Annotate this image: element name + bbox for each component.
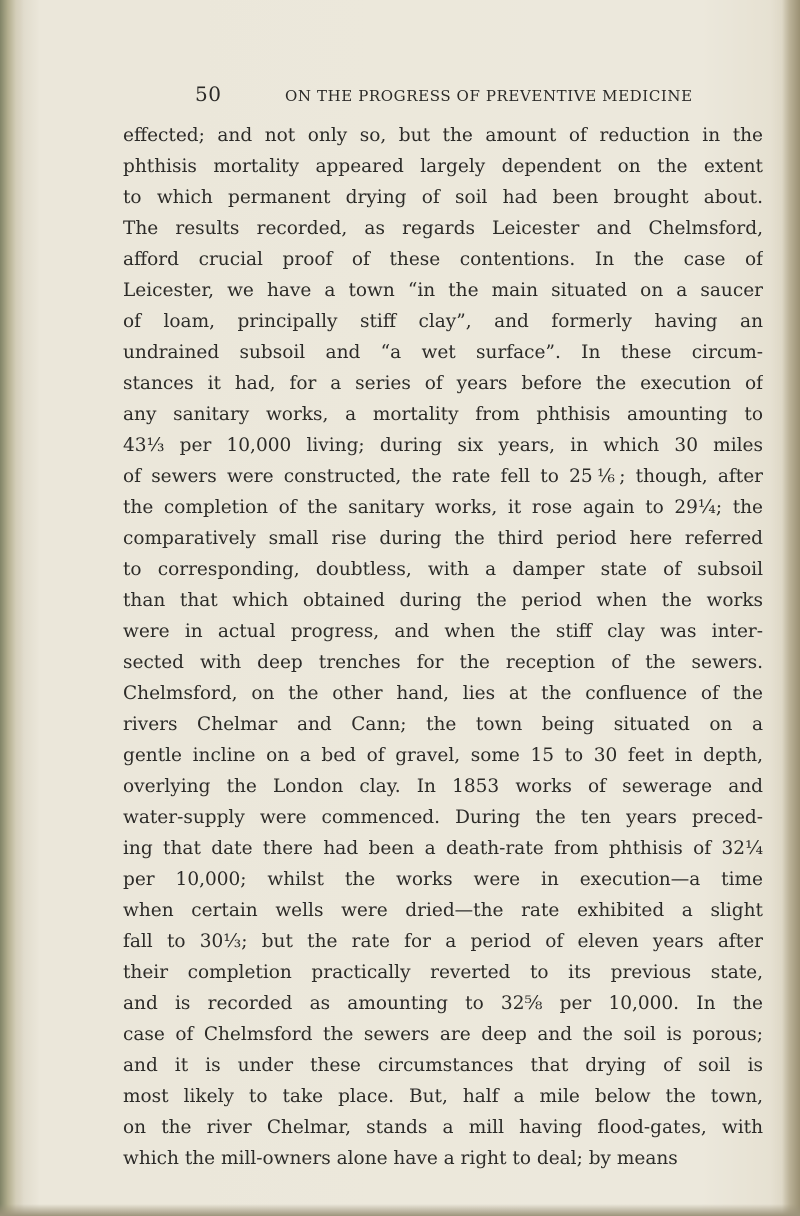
- text-line: per 10,000; whilst the works were in execution—a time: [123, 869, 763, 890]
- page-bottom-edge: [0, 1204, 800, 1216]
- text-line: the completion of the sanitary works, it rose again to 29¼; the: [123, 497, 763, 518]
- text-line: to corresponding, doubtless, with a damper state of subsoil: [123, 559, 763, 580]
- text-line: ing that date there had been a death-rate from phthisis of 32¼: [123, 838, 763, 859]
- text-line: case of Chelmsford the sewers are deep and the soil is porous;: [123, 1024, 763, 1045]
- text-line: were in actual progress, and when the stiff clay was inter-: [123, 621, 763, 642]
- text-line: comparatively small rise during the third period here referred: [123, 528, 763, 549]
- text-line: Chelmsford, on the other hand, lies at the confluence of the: [123, 683, 763, 704]
- text-line: Leicester, we have a town “in the main situated on a saucer: [123, 280, 763, 301]
- text-line: of sewers were constructed, the rate fell to 25⅙; though, after: [123, 466, 763, 487]
- running-title: ON THE PROGRESS OF PREVENTIVE MEDICINE: [285, 87, 693, 105]
- text-line: stances it had, for a series of years before the execution of: [123, 373, 763, 394]
- text-line: which the mill-owners alone have a right to deal; by means: [123, 1148, 678, 1169]
- text-line: afford crucial proof of these contentions. In the case of: [123, 249, 763, 270]
- text-line: than that which obtained during the period when the works: [123, 590, 763, 611]
- text-line: and it is under these circumstances that drying of soil is: [123, 1055, 763, 1076]
- text-line: and is recorded as amounting to 32⅝ per 10,000. In the: [123, 993, 763, 1014]
- text-line: overlying the London clay. In 1853 works of sewerage and: [123, 776, 763, 797]
- page-right-edge: [782, 0, 800, 1216]
- text-line: fall to 30⅓; but the rate for a period of eleven years after: [123, 931, 763, 952]
- text-line: rivers Chelmar and Cann; the town being situated on a: [123, 714, 763, 735]
- text-line: of loam, principally stiff clay”, and formerly having an: [123, 311, 763, 332]
- text-line: undrained subsoil and “a wet surface”. In these circum-: [123, 342, 763, 363]
- page-number: 50: [195, 82, 222, 106]
- text-line: phthisis mortality appeared largely dependent on the extent: [123, 156, 763, 177]
- text-line: most likely to take place. But, half a mile below the town,: [123, 1086, 763, 1107]
- text-line: sected with deep trenches for the reception of the sewers.: [123, 652, 763, 673]
- body-text: [123, 120, 763, 1174]
- page-header: [195, 82, 795, 112]
- text-line: on the river Chelmar, stands a mill having flood-gates, with: [123, 1117, 763, 1138]
- text-line: gentle incline on a bed of gravel, some 15 to 30 feet in depth,: [123, 745, 763, 766]
- text-line: 43⅓ per 10,000 living; during six years, in which 30 miles: [123, 435, 763, 456]
- page-left-edge: [0, 0, 24, 1216]
- text-line: effected; and not only so, but the amount of reduction in the: [123, 125, 763, 146]
- text-line: any sanitary works, a mortality from phthisis amounting to: [123, 404, 763, 425]
- text-line: their completion practically reverted to its previous state,: [123, 962, 763, 983]
- text-line: water-supply were commenced. During the ten years preced-: [123, 807, 763, 828]
- text-line: when certain wells were dried—the rate exhibited a slight: [123, 900, 763, 921]
- text-line: The results recorded, as regards Leicester and Chelmsford,: [123, 218, 763, 239]
- text-line: to which permanent drying of soil had been brought about.: [123, 187, 763, 208]
